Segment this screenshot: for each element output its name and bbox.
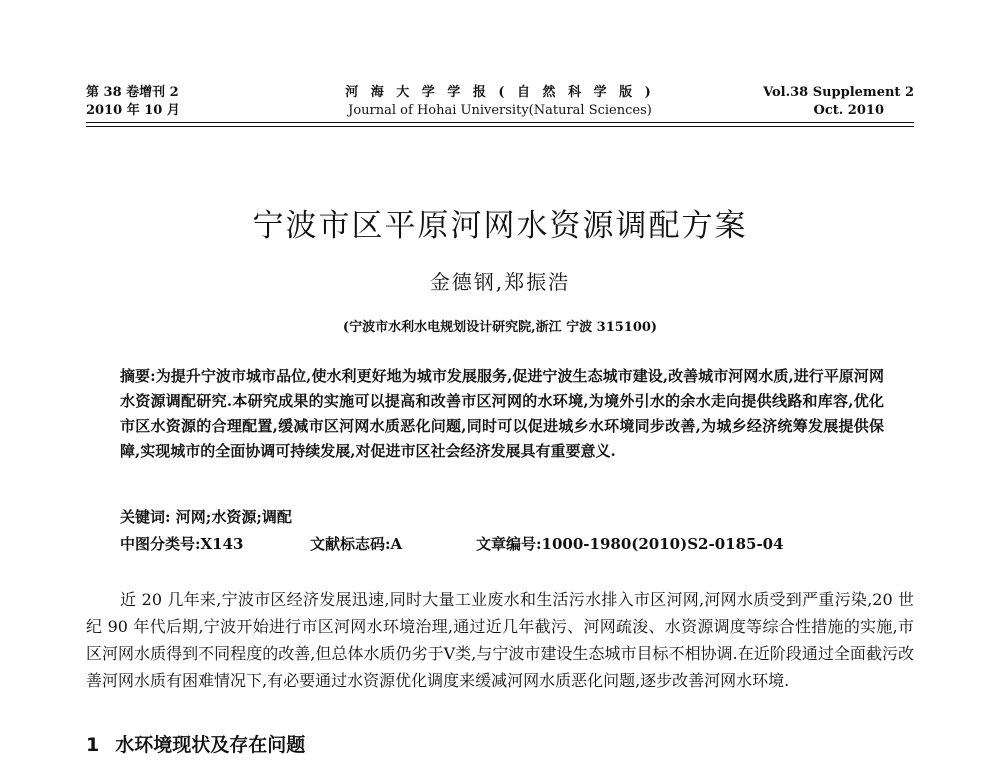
section-number: 1 bbox=[86, 734, 100, 756]
classification-row bbox=[120, 533, 920, 554]
abstract-label: 摘要: bbox=[120, 367, 156, 385]
paper-authors: 金德钢,郑振浩 bbox=[429, 270, 571, 294]
header-date: 2010 年 10 月 bbox=[86, 103, 180, 118]
doc-code-value: A bbox=[390, 535, 403, 553]
header-rule-top bbox=[86, 122, 914, 123]
header-journal-cn: 河 海 大 学 学 报 ( 自 然 科 学 版 ) bbox=[345, 85, 655, 100]
article-number bbox=[476, 533, 784, 554]
keywords-text: 河网;水资源;调配 bbox=[175, 508, 292, 526]
doc-code-label: 文献标志码: bbox=[310, 535, 391, 553]
abstract-text: 为提升宁波市城市品位,使水利更好地为城市发展服务,促进宁波生态城市建设,改善城市河网水质,进行平原河网水资源调配研究.本研究成果的实施可以提高和改善市区河网的水环境,为境外引水的余水走向提供线路和库容,优化市区水资源的合理配置,缓减市区河网水质恶化问题,同时可以促进城乡水环境同步改善,为城乡经济统筹发展提供保障,实现城市的全面协调可持续发展,对促进市区社会经济发展具有重要意义. bbox=[120, 367, 884, 460]
header-date-en: Oct. 2010 bbox=[813, 103, 884, 118]
keywords-label: 关键词: bbox=[120, 508, 171, 526]
article-number-value: 1000-1980(2010)S2-0185-04 bbox=[541, 535, 784, 553]
header-volume-en-line: Vol.38 Supplement 2 bbox=[763, 85, 914, 100]
header-rule-bottom bbox=[86, 126, 914, 127]
paper-affiliation: (宁波市水利水电规划设计研究院,浙江 宁波 315100) bbox=[342, 320, 658, 335]
paper-title: 宁波市区平原河网水资源调配方案 bbox=[252, 208, 748, 244]
doc-code bbox=[310, 533, 476, 554]
section-title: 水环境现状及存在问题 bbox=[115, 734, 306, 756]
header-volume: 第 38 卷增刊 2 bbox=[86, 85, 179, 100]
header-journal-en: Journal of Hohai University(Natural Sciences) bbox=[348, 103, 652, 118]
section-heading bbox=[86, 730, 305, 757]
keywords bbox=[120, 506, 292, 527]
article-number-label: 文章编号: bbox=[476, 535, 542, 553]
abstract bbox=[120, 364, 884, 464]
header-volume-en bbox=[763, 84, 914, 120]
clc-code bbox=[120, 533, 310, 554]
intro-paragraph: 近 20 几年来,宁波市区经济发展迅速,同时大量工业废水和生活污水排入市区河网,河网水质受到严重污染,20 世纪 90 年代后期,宁波开始进行市区河网水环境治理,通过近几年截污、河网疏浚、水资源调度等综合性措施的实施,市区河网水质得到不同程度的改善,但总体水质仍劣于Ⅴ类,与宁波市建设生态城市目标不相协调.在近阶段通过全面截污改善河网水质有困难情况下,有必要通过水资源优化调度来缓减河网水质恶化问题,逐步改善河网水环境. bbox=[86, 590, 914, 690]
clc-value: X143 bbox=[200, 535, 244, 553]
clc-label: 中图分类号: bbox=[120, 535, 201, 553]
